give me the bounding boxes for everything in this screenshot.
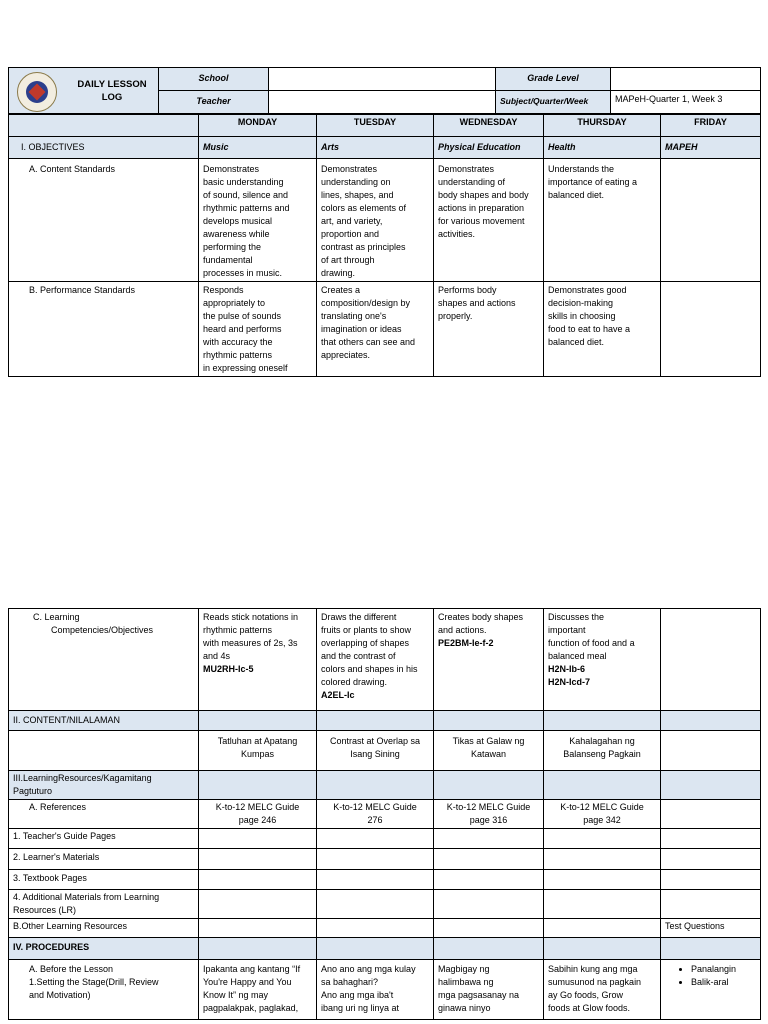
day-header-thursday: THURSDAY (544, 115, 661, 137)
subject-label: Subject/Quarter/Week (496, 91, 611, 114)
content-tuesday: Contrast at Overlap sa Isang Sining (317, 731, 434, 771)
competencies-label-line2: Competencies/Objectives (51, 625, 154, 635)
day-header-wednesday: WEDNESDAY (434, 115, 544, 137)
corner-cell (9, 115, 199, 137)
performance-standards-friday (661, 282, 761, 377)
textbook-thursday (544, 870, 661, 890)
other-resources-monday (199, 919, 317, 938)
references-label: A. References (9, 800, 199, 829)
subject-monday: Music (199, 137, 317, 159)
header-table (8, 67, 761, 114)
learners-materials-tuesday (317, 849, 434, 870)
teachers-guide-thursday (544, 829, 661, 849)
content-standards-monday: Demonstrates basic understanding of sound, silence and rhythmic patterns and develops musical awareness while performing the fundamental processes in music. (199, 159, 317, 282)
before-lesson-label: A. Before the Lesson 1.Setting the Stage(Drill, Review and Motivation) (9, 960, 199, 1020)
additional-materials-label: 4. Additional Materials from Learning Resources (LR) (9, 890, 199, 919)
teachers-guide-label: 1. Teacher's Guide Pages (9, 829, 199, 849)
grade-level-label: Grade Level (496, 68, 611, 91)
competencies-label-line1: C. Learning (33, 612, 80, 622)
list-item: • Panalangin (691, 963, 756, 976)
procedures-label: IV. PROCEDURES (9, 938, 199, 960)
resources-fill-2 (317, 771, 434, 800)
competency-text: Draws the different fruits or plants to show overlapping of shapes and the contrast of colors and shapes in his colored drawing. (321, 612, 418, 687)
references-tuesday: K-to-12 MELC Guide 276 (317, 800, 434, 829)
references-thursday: K-to-12 MELC Guide page 342 (544, 800, 661, 829)
teachers-guide-monday (199, 829, 317, 849)
competency-text: Discusses the important function of food and a balanced meal (548, 612, 635, 661)
content-label-fill-3 (434, 711, 544, 731)
friday-bullet-list (665, 963, 756, 989)
procedures-fill-3 (434, 938, 544, 960)
dll-title: DAILY LESSON LOG (77, 79, 147, 103)
other-resources-friday: Test Questions (661, 919, 761, 938)
teachers-guide-wednesday (434, 829, 544, 849)
learners-materials-friday (661, 849, 761, 870)
competency-text: Creates body shapes and actions. (438, 612, 524, 635)
additional-tuesday (317, 890, 434, 919)
content-row-label (9, 731, 199, 771)
content-standards-tuesday: Demonstrates understanding on lines, shapes, and colors as elements of art, and variety, proportion and contrast as principles of art through drawing. (317, 159, 434, 282)
content-standards-wednesday: Demonstrates understanding of body shapes and body actions in preparation for various movement activities. (434, 159, 544, 282)
other-resources-wednesday (434, 919, 544, 938)
day-header-tuesday: TUESDAY (317, 115, 434, 137)
procedures-fill-4 (544, 938, 661, 960)
deped-seal-logo (17, 72, 57, 112)
content-label-fill-2 (317, 711, 434, 731)
procedures-fill-5 (661, 938, 761, 960)
grade-level-field[interactable] (611, 68, 761, 91)
content-standards-friday (661, 159, 761, 282)
resources-fill-4 (544, 771, 661, 800)
procedures-fill-2 (317, 938, 434, 960)
competencies-label (9, 609, 199, 711)
resources-fill-3 (434, 771, 544, 800)
references-wednesday: K-to-12 MELC Guide page 316 (434, 800, 544, 829)
textbook-monday (199, 870, 317, 890)
competency-text: Reads stick notations in rhythmic patterns with measures of 2s, 3s and 4s (203, 612, 299, 661)
content-standards-thursday: Understands the importance of eating a balanced diet. (544, 159, 661, 282)
competencies-monday (199, 609, 317, 711)
content-monday: Tatluhan at Apatang Kumpas (199, 731, 317, 771)
additional-wednesday (434, 890, 544, 919)
subject-friday: MAPEH (661, 137, 761, 159)
learners-materials-monday (199, 849, 317, 870)
content-wednesday: Tikas at Galaw ng Katawan (434, 731, 544, 771)
references-monday: K-to-12 MELC Guide page 246 (199, 800, 317, 829)
list-item: • Balik-aral (691, 976, 756, 989)
content-friday (661, 731, 761, 771)
before-lesson-friday (661, 960, 761, 1020)
textbook-friday (661, 870, 761, 890)
content-label-fill-1 (199, 711, 317, 731)
textbook-wednesday (434, 870, 544, 890)
resources-fill-5 (661, 771, 761, 800)
textbook-pages-label: 3. Textbook Pages (9, 870, 199, 890)
dll-title-cell (9, 68, 159, 114)
performance-standards-tuesday: Creates a composition/design by translating one's imagination or ideas that others can see and appreciates. (317, 282, 434, 377)
competency-code: PE2BM-Ie-f-2 (438, 638, 494, 648)
content-thursday: Kahalagahan ng Balanseng Pagkain (544, 731, 661, 771)
content-standards-label: A. Content Standards (9, 159, 199, 282)
content-label: II. CONTENT/NILALAMAN (9, 711, 199, 731)
performance-standards-label: B. Performance Standards (9, 282, 199, 377)
teacher-label: Teacher (159, 91, 269, 114)
resources-fill-1 (199, 771, 317, 800)
performance-standards-wednesday: Performs body shapes and actions properly. (434, 282, 544, 377)
before-lesson-tuesday: Ano ano ang mga kulay sa bahaghari? Ano ang mga iba't ibang uri ng linya at (317, 960, 434, 1020)
learners-materials-label: 2. Learner's Materials (9, 849, 199, 870)
procedures-fill-1 (199, 938, 317, 960)
subject-wednesday: Physical Education (434, 137, 544, 159)
performance-standards-monday: Responds appropriately to the pulse of sounds heard and performs with accuracy the rhythmic patterns in expressing oneself (199, 282, 317, 377)
teacher-field[interactable] (269, 91, 496, 114)
textbook-tuesday (317, 870, 434, 890)
additional-monday (199, 890, 317, 919)
objectives-label: I. OBJECTIVES (9, 137, 199, 159)
teachers-guide-tuesday (317, 829, 434, 849)
competencies-thursday (544, 609, 661, 711)
continuation-table (8, 608, 761, 1020)
learners-materials-wednesday (434, 849, 544, 870)
additional-friday (661, 890, 761, 919)
other-resources-label: B.Other Learning Resources (9, 919, 199, 938)
teachers-guide-friday (661, 829, 761, 849)
competency-code: MU2RH-Ic-5 (203, 664, 254, 674)
competencies-tuesday (317, 609, 434, 711)
competencies-friday (661, 609, 761, 711)
content-label-fill-4 (544, 711, 661, 731)
other-resources-thursday (544, 919, 661, 938)
school-label: School (159, 68, 269, 91)
competency-code: H2N-Ib-6 H2N-Icd-7 (548, 664, 591, 687)
competency-code: A2EL-Ic (321, 690, 355, 700)
learning-resources-label: III.LearningResources/Kagamitang Pagtuturo (9, 771, 199, 800)
learners-materials-thursday (544, 849, 661, 870)
content-label-fill-5 (661, 711, 761, 731)
before-lesson-wednesday: Magbigay ng halimbawa ng mga pagsasanay na ginawa ninyo (434, 960, 544, 1020)
subject-field[interactable]: MAPeH-Quarter 1, Week 3 (611, 91, 761, 114)
other-resources-tuesday (317, 919, 434, 938)
day-header-monday: MONDAY (199, 115, 317, 137)
before-lesson-thursday: Sabihin kung ang mga sumusunod na pagkain ay Go foods, Grow foods at Glow foods. (544, 960, 661, 1020)
additional-thursday (544, 890, 661, 919)
objectives-table (8, 114, 761, 377)
competencies-wednesday (434, 609, 544, 711)
before-lesson-monday: Ipakanta ang kantang “If You're Happy and You Know It” ng may pagpalakpak, paglakad, (199, 960, 317, 1020)
school-field[interactable] (269, 68, 496, 91)
references-friday (661, 800, 761, 829)
day-header-friday: FRIDAY (661, 115, 761, 137)
subject-thursday: Health (544, 137, 661, 159)
performance-standards-thursday: Demonstrates good decision-making skills in choosing food to eat to have a balanced diet. (544, 282, 661, 377)
subject-tuesday: Arts (317, 137, 434, 159)
